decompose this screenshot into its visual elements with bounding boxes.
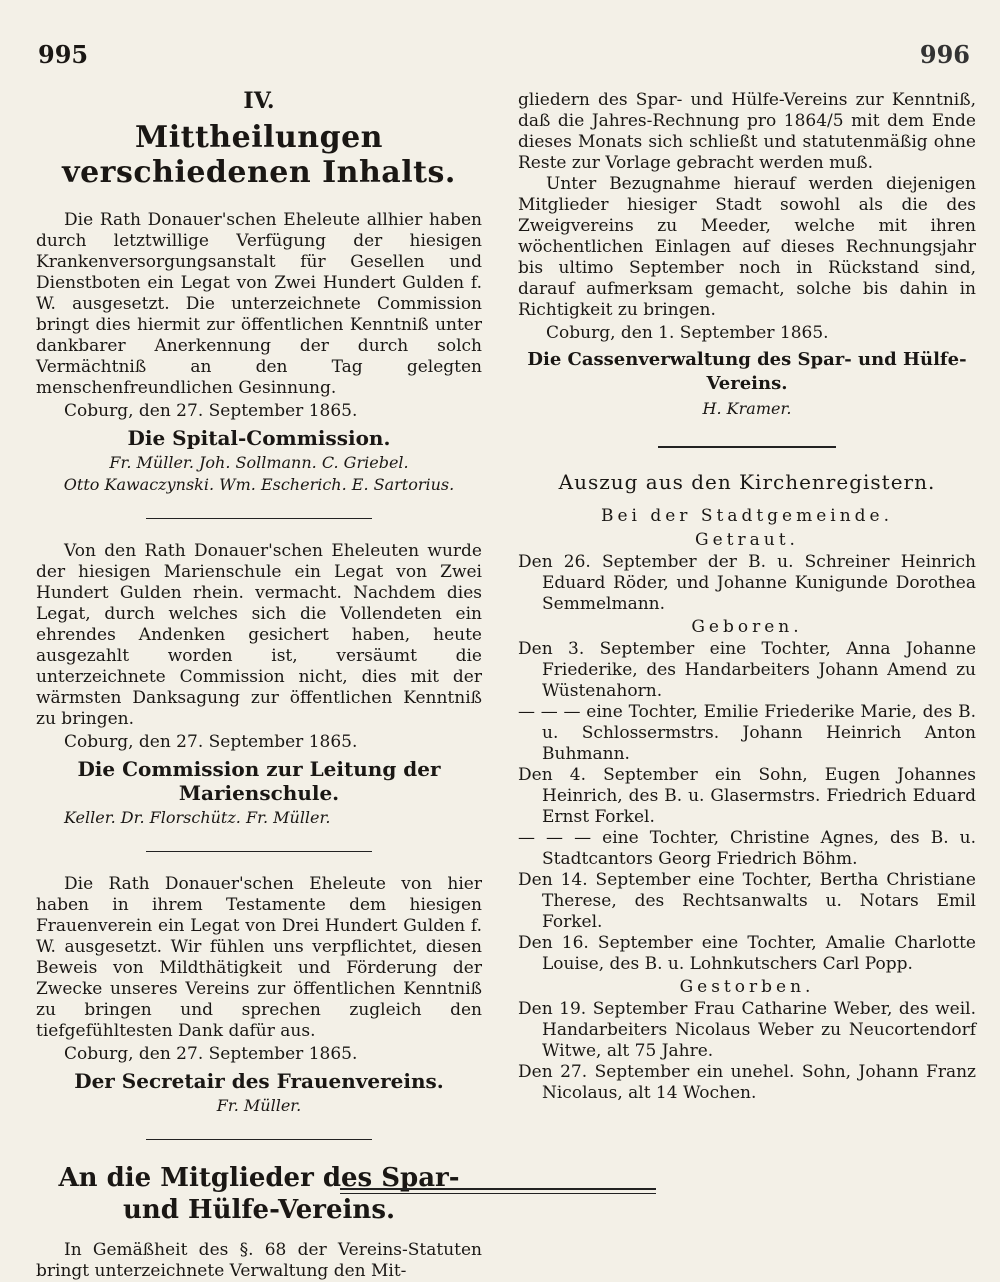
notice-spital-signatories-2: Otto Kawaczynski. Wm. Escherich. E. Sartorius. (63, 475, 455, 494)
notice-sparverein-signatory: H. Kramer. (702, 399, 792, 418)
notice-frauenverein-signatory: Fr. Müller. (216, 1096, 302, 1115)
separator-rule (658, 446, 836, 448)
page-number-right: 996 (919, 40, 970, 69)
right-column (518, 90, 976, 1104)
separator-rule (146, 1139, 372, 1140)
notice-sparverein-issuer: Die Cassenverwaltung des Spar- und Hülfe-Vereins. (527, 349, 967, 394)
register-entry: Den 3. September eine Tochter, Anna Johanne Friederike, des Handarbeiters Johann Amend zu Wüstenahorn. (518, 639, 976, 701)
register-entry: Den 14. September eine Tochter, Bertha Christiane Therese, des Rechtsanwalts u. Notars Emil Forkel. (518, 870, 976, 932)
separator-rule (146, 518, 372, 519)
register-entry: — — — eine Tochter, Emilie Friederike Marie, des B. u. Schlossermstrs. Johann Heinrich Anton Buhmann. (518, 702, 976, 764)
notice-sparverein-text: In Gemäßheit des §. 68 der Vereins-Statuten bringt unterzeichnete Verwaltung den Mit- (36, 1240, 482, 1281)
notice-sparverein-second-paragraph: Unter Bezugnahme hierauf werden diejenigen Mitglieder hiesiger Stadt sowohl als die des Zweigvereins zu Meeder, welche mit ihren wöchentlichen Einlagen auf dieses Rechnungsjahr bis ultimo September noch in Rückstand sind, darauf aufmerksam gemacht, solche bis dahin in Richtigkeit zu bringen. (518, 174, 976, 320)
register-entry: Den 16. September eine Tochter, Amalie Charlotte Louise, des B. u. Lohnkutschers Carl Popp. (518, 933, 976, 974)
register-getraut-heading: Getraut. (695, 530, 799, 550)
left-column (36, 88, 482, 1282)
register-title: Auszug aus den Kirchenregistern. (558, 470, 936, 494)
register-geboren-heading: Geboren. (691, 617, 803, 637)
notice-frauenverein-date: Coburg, den 27. September 1865. (64, 1044, 358, 1064)
separator-rule (146, 851, 372, 852)
register-entry: Den 4. September ein Sohn, Eugen Johannes Heinrich, des B. u. Glasermstrs. Friedrich Eduard Ernst Forkel. (518, 765, 976, 827)
notice-marienschule-text: Von den Rath Donauer'schen Eheleuten wurde der hiesigen Marienschule ein Legat von Zwei Hundert Gulden rhein. vermacht. Nachdem dies Legat, durch welches sich die Vollendeten ein ehrendes Andenken gesichert haben, heute ausgezahlt worden ist, versäumt die unterzeichnete Commission nicht, dies mit der wärmsten Danksagung zur öffentlichen Kenntniß zu bringen. (36, 541, 482, 729)
notice-marienschule-signatories: Keller. Dr. Florschütz. Fr. Müller. (64, 808, 331, 827)
notice-frauenverein-issuer: Der Secretair des Frauenvereins. (74, 1069, 444, 1093)
notice-frauenverein-text: Die Rath Donauer'schen Eheleute von hier haben in ihrem Testamente dem hiesigen Frauenverein ein Legat von Drei Hundert Gulden f. W. ausgesetzt. Wir fühlen uns verpflichtet, diesen Beweis von Mildthätigkeit und Förderung der Zwecke unseres Vereins zur öffentlichen Kenntniß zu bringen und sprechen zugleich den tiefgefühltesten Dank dafür aus. (36, 874, 482, 1041)
notice-spital-issuer: Die Spital-Commission. (127, 426, 391, 450)
notice-sparverein-date: Coburg, den 1. September 1865. (546, 323, 829, 343)
register-gestorben-heading: Gestorben. (679, 977, 815, 997)
notice-spital-signatories-1: Fr. Müller. Joh. Sollmann. C. Griebel. (109, 453, 409, 472)
notice-marienschule-date: Coburg, den 27. September 1865. (64, 732, 358, 752)
notice-spital-date: Coburg, den 27. September 1865. (64, 401, 358, 421)
notice-spital-text: Die Rath Donauer'schen Eheleute allhier haben durch letztwillige Verfügung der hiesigen Krankenversorgungsanstalt für Gesellen und Dienstboten ein Legat von Zwei Hundert Gulden f. W. ausgesetzt. Die unterzeichnete Commission bringt dies hiermit zur öffentlichen Kenntniß unter dankbarer Anerkennung der durch solch Vermächtniß an den Tag gelegten menschenfreundlichen Gesinnung. (36, 210, 482, 398)
register-subtitle: Bei der Stadtgemeinde. (600, 506, 894, 526)
section-title: Mittheilungen verschiedenen Inhalts. (62, 120, 456, 190)
register-entry: Den 26. September der B. u. Schreiner Heinrich Eduard Röder, und Johanne Kunigunde Dorothea Semmelmann. (518, 552, 976, 614)
notice-sparverein-title: An die Mitglieder des Spar- und Hülfe-Vereins. (58, 1163, 460, 1225)
register-entry: Den 19. September Frau Catharine Weber, des weil. Handarbeiters Nicolaus Weber zu Neucortendorf Witwe, alt 75 Jahre. (518, 999, 976, 1061)
page-number-left: 995 (38, 40, 89, 69)
notice-marienschule-issuer: Die Commission zur Leitung der Marienschule. (77, 757, 441, 805)
section-number: IV. (243, 88, 275, 114)
register-entry: — — — eine Tochter, Christine Agnes, des B. u. Stadtcantors Georg Friedrich Böhm. (518, 828, 976, 869)
notice-sparverein-continued-text: gliedern des Spar- und Hülfe-Vereins zur Kenntniß, daß die Jahres-Rechnung pro 1864/5 mit dem Ende dieses Monats sich schließt und statutenmäßig ohne Reste zur Vorlage gebracht werden muß. (518, 90, 976, 173)
register-entry: Den 27. September ein unehel. Sohn, Johann Franz Nicolaus, alt 14 Wochen. (518, 1062, 976, 1103)
page-end-rule (340, 1188, 656, 1194)
